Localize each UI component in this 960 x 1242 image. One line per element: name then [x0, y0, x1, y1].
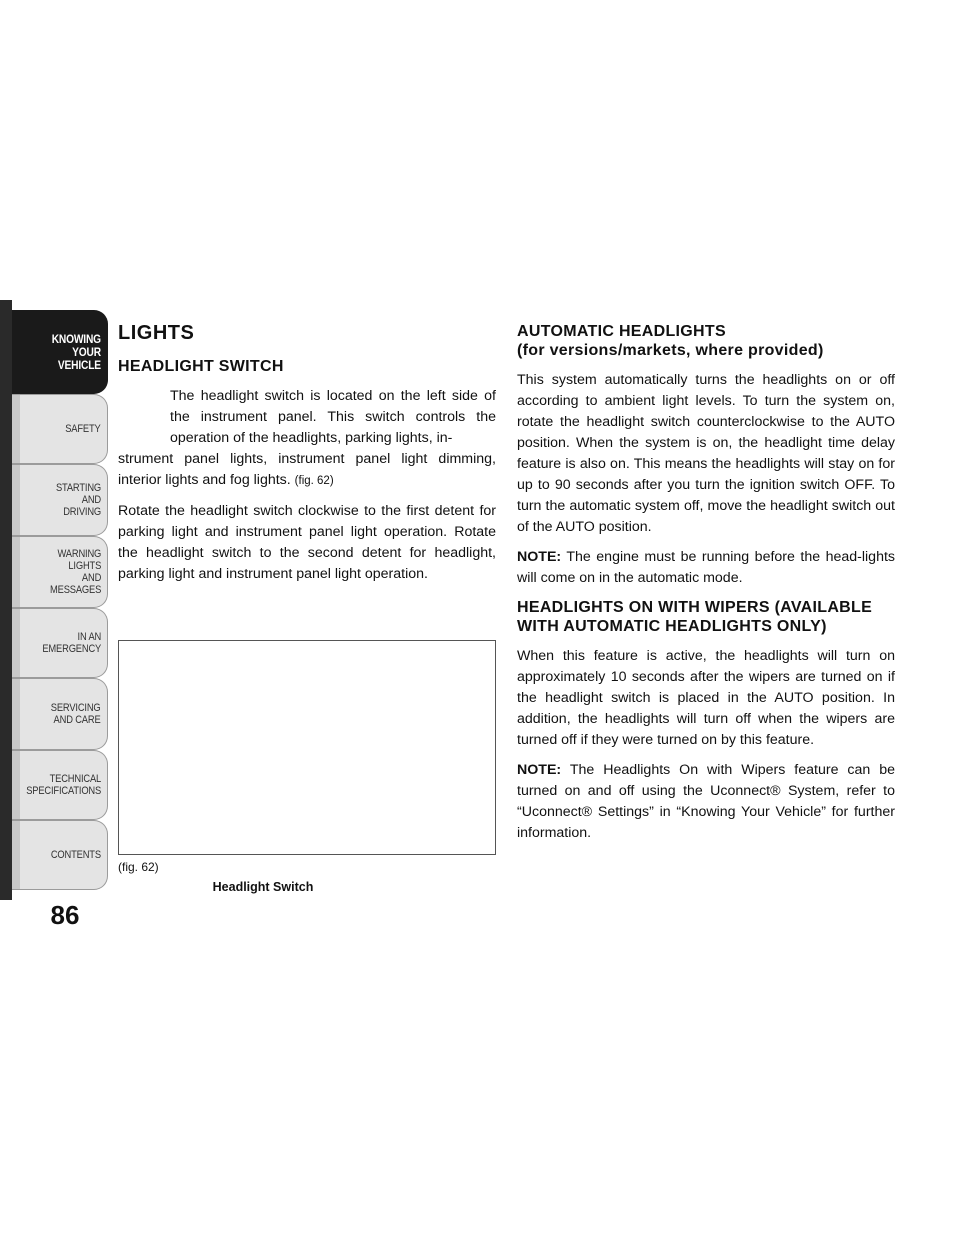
figure-image-placeholder [118, 640, 496, 855]
right-column [517, 322, 895, 853]
tab-label: KNOWING YOUR VEHICLE [51, 331, 101, 372]
tab-starting-and-driving[interactable] [12, 464, 108, 536]
left-column [118, 322, 496, 594]
tab-contents[interactable] [12, 820, 108, 890]
paragraph-intro: The headlight switch is located on the left side of the instrument panel. This switch controls the operation of the headlights, parking lights, in- [170, 388, 496, 446]
paragraph-rotate: Rotate the headlight switch clockwise to the first detent for parking light and instrument panel light operation. Rotate the headlight switch to the second detent for headlight, parking light and instrument panel light operation. [118, 503, 496, 582]
tab-label: CONTENTS [50, 849, 101, 861]
tab-knowing-your-vehicle[interactable] [12, 310, 108, 394]
paragraph-automatic: This system automatically turns the headlights on or off according to ambient light levels. To turn the system on, rotate the headlight switch counterclockwise to the AUTO position. When the system is on, the headlight time delay feature is also on. This means the headlights will stay on for up to 90 seconds after you turn the ignition switch OFF. To turn the automatic system off, move the headlight switch out of the AUTO position. [517, 372, 895, 535]
figure-caption: Headlight Switch [212, 880, 314, 894]
paragraph-intro-continued [118, 449, 496, 492]
sidebar-edge-strip [0, 300, 12, 900]
tab-technical-specifications[interactable] [12, 750, 108, 820]
section-title: LIGHTS [118, 322, 195, 344]
tab-label: TECHNICAL SPECIFICATIONS [26, 773, 101, 797]
paragraph-wipers: When this feature is active, the headlights will turn on approximately 10 seconds after the wipers are turned on if the headlight switch is placed in the AUTO position. In addition, the headlights will turn off when the wipers are turned off if they were turned on by this feature. [517, 648, 895, 748]
tab-label: SERVICING AND CARE [51, 702, 101, 726]
note-engine-running [517, 547, 895, 589]
note-label: NOTE: [517, 762, 562, 778]
tab-label: STARTING AND DRIVING [55, 482, 101, 518]
figure-label: (fig. 62) [118, 860, 159, 874]
heading-headlights-with-wipers: HEADLIGHTS ON WITH WIPERS (AVAILABLE WITH AUTOMATIC HEADLIGHTS ONLY) [517, 599, 873, 635]
note-text: The engine must be running before the head-lights will come on in the automatic mode. [517, 549, 895, 586]
tab-safety[interactable] [12, 394, 108, 464]
tab-servicing-and-care[interactable] [12, 678, 108, 750]
note-uconnect [517, 760, 895, 844]
paragraph-intro-text: strument panel lights, instrument panel light dimming, interior lights and fog lights. [118, 451, 496, 488]
note-text: The Headlights On with Wipers feature can be turned on and off using the Uconnect® System, refer to “Uconnect® Settings” in “Knowing Your Vehicle” for further information. [517, 762, 895, 841]
tab-label: SAFETY [65, 423, 101, 435]
figure-reference: (fig. 62) [294, 475, 334, 487]
tab-label: IN AN EMERGENCY [42, 631, 101, 655]
note-label: NOTE: [517, 549, 562, 565]
tab-warning-lights[interactable] [12, 536, 108, 608]
heading-automatic-headlights-sub: (for versions/markets, where provided) [517, 342, 824, 359]
heading-headlight-switch: HEADLIGHT SWITCH [118, 358, 284, 375]
tab-label: WARNING LIGHTS AND MESSAGES [49, 548, 101, 596]
page-number: 86 [50, 900, 80, 930]
tab-in-an-emergency[interactable] [12, 608, 108, 678]
heading-automatic-headlights: AUTOMATIC HEADLIGHTS [517, 323, 726, 340]
